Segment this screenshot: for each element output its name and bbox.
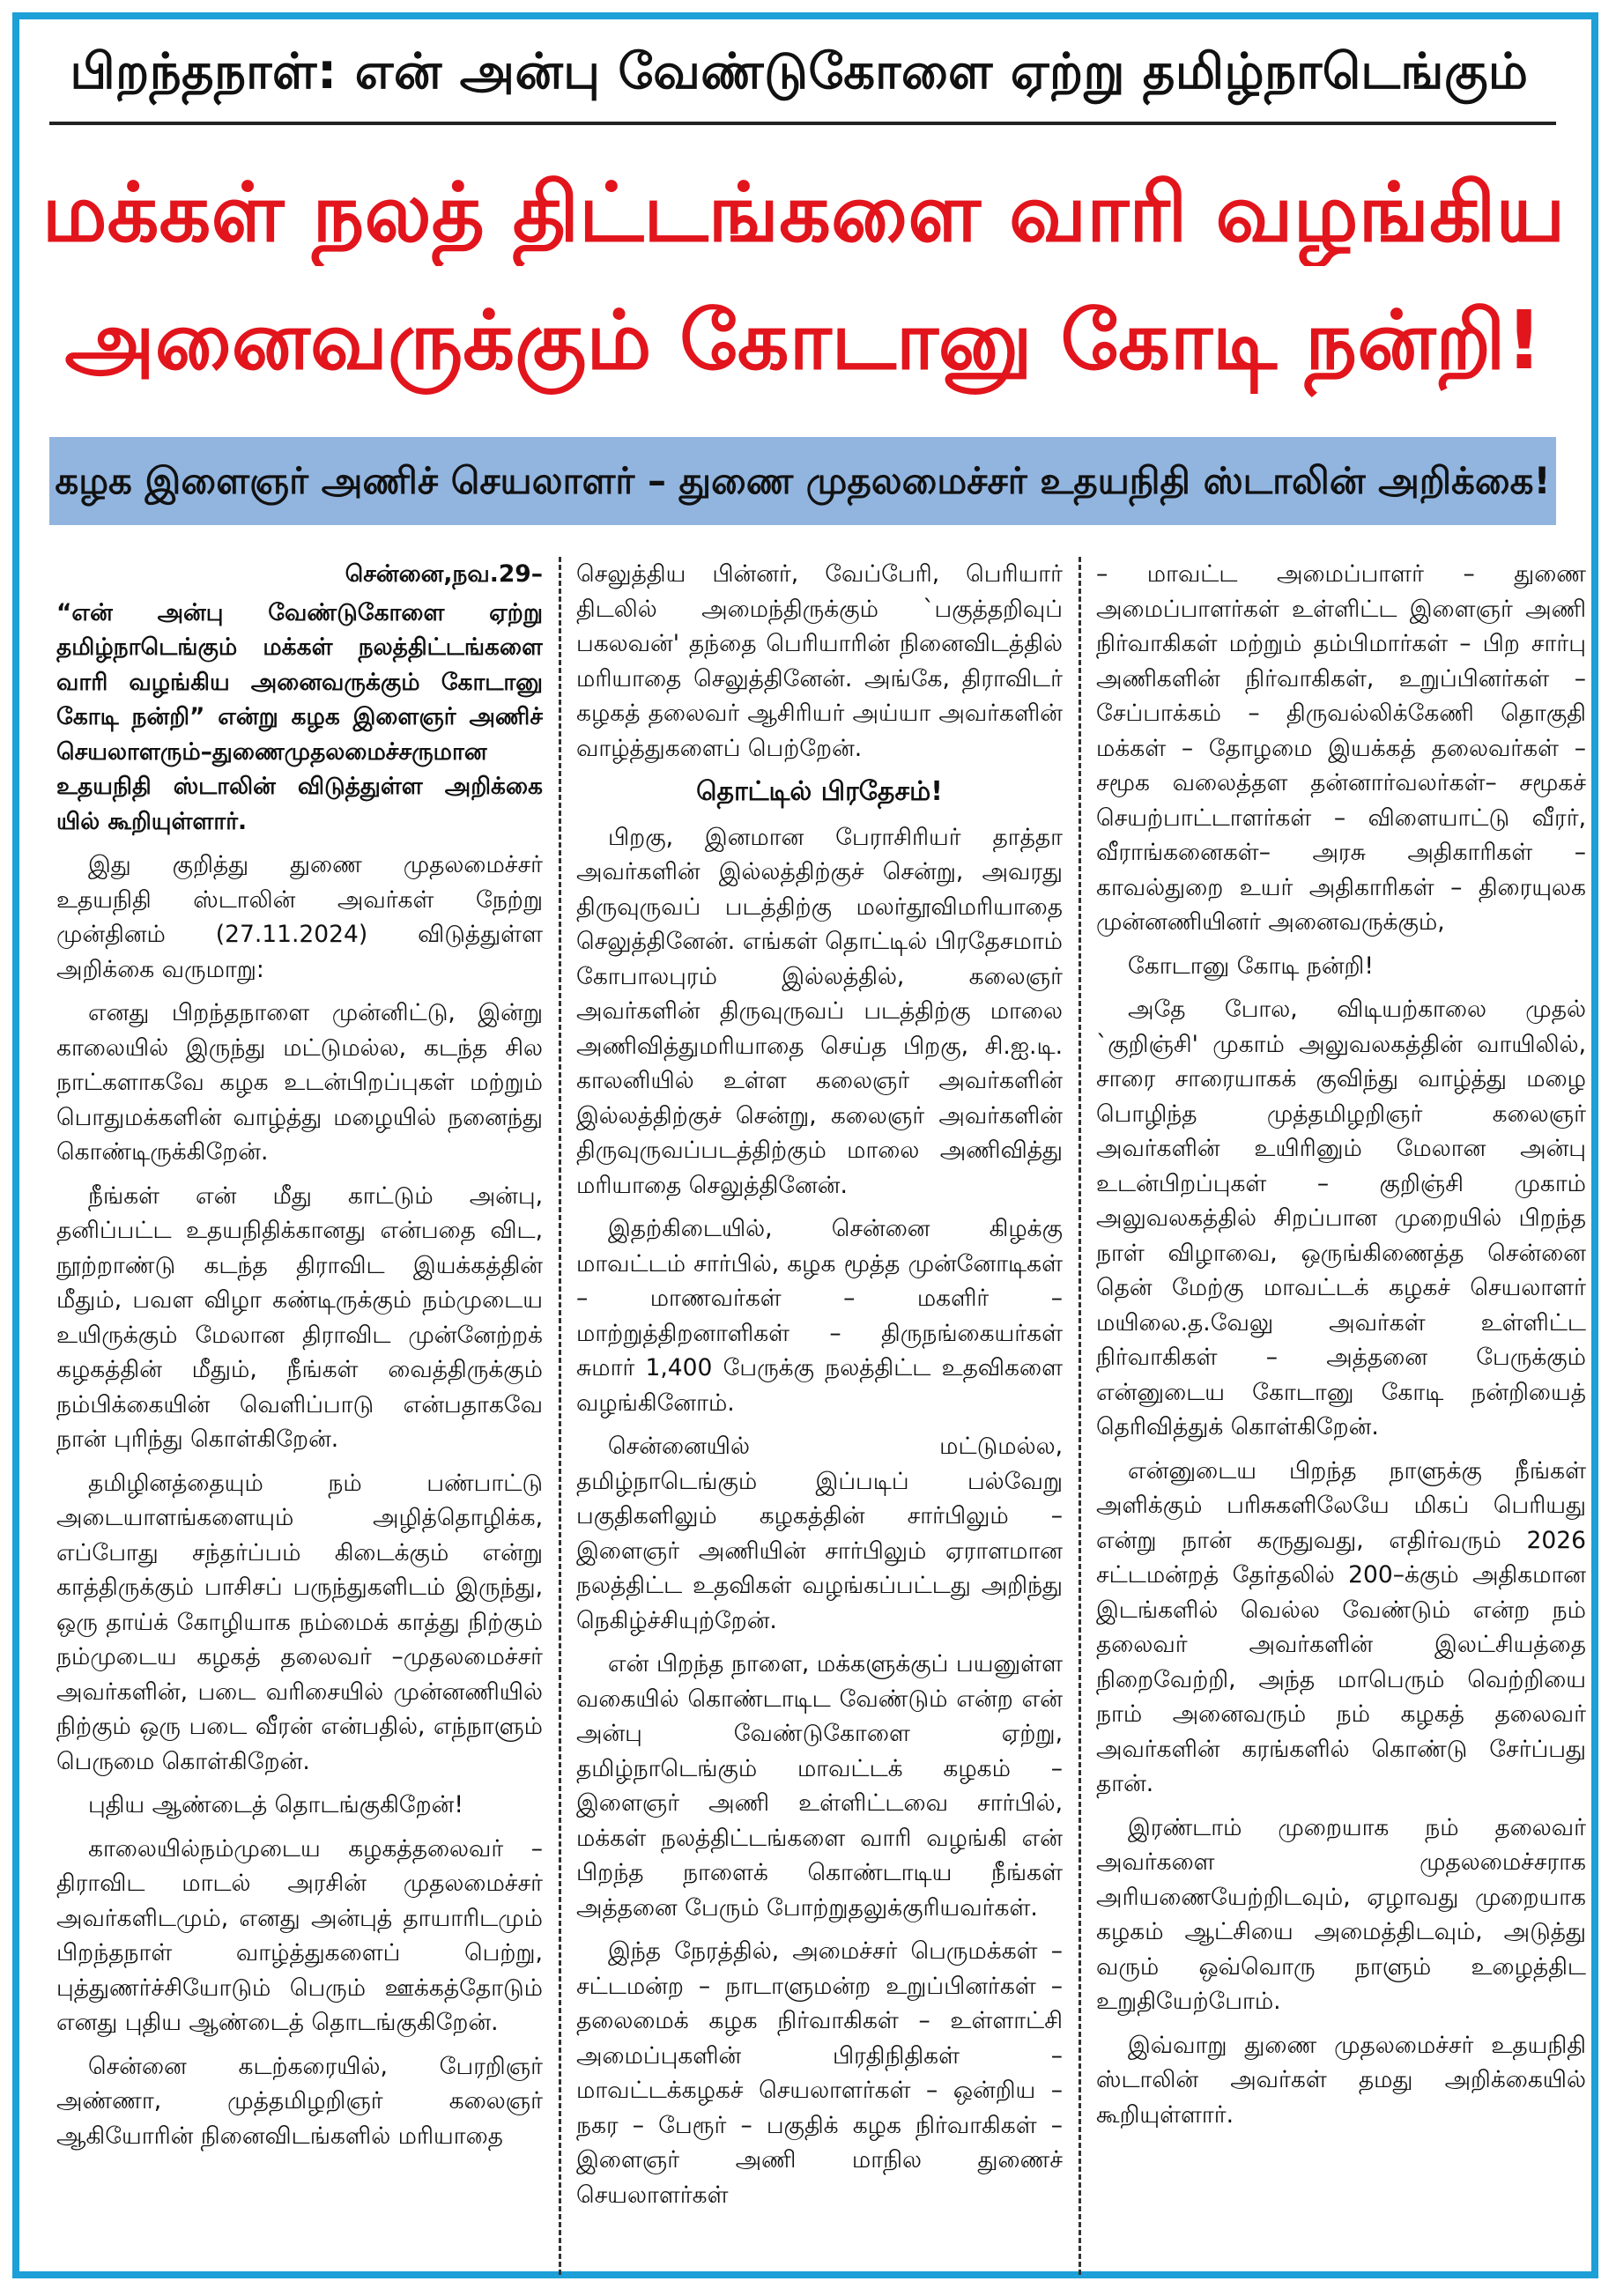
subhead-banner-text: கழக இளைஞர் அணிச் செயலாளர் – துணை முதலமைச்சர் உதயநிதி ஸ்டாலின் அறிக்கை! xyxy=(55,459,1551,502)
paragraph-callout: கோடானு கோடி நன்றி! xyxy=(1128,952,1374,980)
paragraph: இதற்கிடையில், சென்னை கிழக்கு மாவட்டம் சார்பில், கழக மூத்த முன்னோடிகள் – மாணவர்கள் – மகளிர் – மாற்றுத்திறனாளிகள் – திருநங்கையர்கள் சுமார் 1,400 பேருக்கு நலத்திட்ட உதவிகளை வழங்கினோம். xyxy=(576,1215,1063,1417)
paragraph: என்னுடைய பிறந்த நாளுக்கு நீங்கள் அளிக்கும் பரிசுகளிலேயே மிகப் பெரியது என்று நான் கருதுவது, எதிர்வரும் 2026 சட்டமன்றத் தேர்தலில் 200–க்கும் அதிகமான இடங்களில் வெல்ல வேண்டும் என்ற நம் தலைவர் அவர்களின் இலட்சியத்தை நிறைவேற்றி, அந்த மாபெரும் வெற்றியை நாம் அனைவரும் நம் கழகத் தலைவர் அவர்களின் கரங்களில் கொண்டு சேர்ப்பது தான். xyxy=(1096,1456,1586,1797)
paragraph: பிறகு, இனமான பேராசிரியர் தாத்தா அவர்களின் இல்லத்திற்குச் சென்று, அவரது திருவுருவப் படத்திற்கு மலர்தூவிமரியாதை செலுத்தினேன். எங்கள் தொட்டில் பிரதேசமாம் கோபாலபுரம் இல்லத்தில், கலைஞர் அவர்களின் திருவுருவப் படத்திற்கு மாலை அணிவித்துமரியாதை செய்த பிறகு, சி.ஐ.டி. காலனியில் உள்ள கலைஞர் அவர்களின் இல்லத்திற்குச் சென்று, கலைஞர் அவர்களின் திருவுருவப்படத்திற்கும் மாலை அணிவித்து மரியாதை செலுத்தினேன். xyxy=(576,823,1063,1199)
paragraph-callout: புதிய ஆண்டைத் தொடங்குகிறேன்! xyxy=(88,1791,463,1818)
paragraph: தமிழினத்தையும் நம் பண்பாட்டு அடையாளங்களையும் அழித்தொழிக்க, எப்போது சந்தர்ப்பம் கிடைக்கும் என்று காத்திருக்கும் பாசிசப் பருந்துகளிடம் இருந்து, ஒரு தாய்க் கோழியாக நம்மைக் காத்து நிற்கும் நம்முடைய கழகத் தலைவர் –முதலமைச்சர் அவர்களின், படை வரிசையில் முன்னணியில் நிற்கும் ஒரு படை வீரன் என்பதில், எந்நாளும் பெருமை கொள்கிறேன். xyxy=(56,1469,543,1775)
paragraph: அதே போல, விடியற்காலை முதல் `குறிஞ்சி' முகாம் அலுவலகத்தின் வாயிலில், சாரை சாரையாகக் குவிந்து வாழ்த்து மழை பொழிந்த முத்தமிழறிஞர் கலைஞர் அவர்களின் உயிரினும் மேலான அன்பு உடன்பிறப்புகள் – குறிஞ்சி முகாம் அலுவலகத்தில் சிறப்பான முறையில் பிறந்த நாள் விழாவை, ஒருங்கிணைத்த சென்னை தென் மேற்கு மாவட்டக் கழகச் செயலாளர் மயிலை.த.வேலு அவர்கள் உள்ளிட்ட நிர்வாகிகள் – அத்தனை பேருக்கும் என்னுடைய கோடானு கோடி நன்றியைத் தெரிவித்துக் கொள்கிறேன். xyxy=(1096,996,1586,1441)
paragraph: இரண்டாம் முறையாக நம் தலைவர் அவர்களை முதலமைச்சராக அரியணையேற்றிடவும், ஏழாவது முறையாக கழகம் ஆட்சியை அமைத்திடவும், அடுத்து வரும் ஒவ்வொரு நாளும் உழைத்திட உறுதியேற்போம். xyxy=(1096,1813,1586,2015)
headline-line-2: அனைவருக்கும் கோடானு கோடி நன்றி! xyxy=(64,293,1543,388)
article-column-3 xyxy=(1096,557,1586,2275)
paragraph: எனது பிறந்தநாளை முன்னிட்டு, இன்று காலையில் இருந்து மட்டுமல்ல, கடந்த சில நாட்களாகவே கழக உடன்பிறப்புகள் மற்றும் பொதுமக்களின் வாழ்த்து மழையில் நனைந்து கொண்டிருக்கிறேன். xyxy=(56,999,543,1166)
kicker-rule xyxy=(49,122,1556,125)
subhead-banner xyxy=(49,437,1556,525)
article-column-2 xyxy=(576,557,1063,2275)
paragraph: காலையில்நம்முடைய கழகத்தலைவர் – திராவிட மாடல் அரசின் முதலமைச்சர் அவர்களிடமும், எனது அன்புத் தாயாரிடமும் பிறந்தநாள் வாழ்த்துகளைப் பெற்று, புத்துணர்ச்சியோடும் பெரும் ஊக்கத்தோடும் எனது புதிய ஆண்டைத் தொடங்குகிறேன். xyxy=(56,1834,543,2036)
headline-line-1: மக்கள் நலத் திட்டங்களை வாரி வழங்கிய xyxy=(41,166,1566,260)
column-divider-1 xyxy=(559,557,561,2275)
lead-paragraph: “என் அன்பு வேண்டுகோளை ஏற்று தமிழ்நாடெங்கும் மக்கள் நலத்திட்டங்களை வாரி வழங்கிய அனைவருக்கும் கோடானு கோடி நன்றி” என்று கழக இளைஞர் அணிச் செயலாளரும்–துணைமுதலமைச்சருமான உதயநிதி ஸ்டாலின் விடுத்துள்ள அறிக்கை யில் கூறியுள்ளார். xyxy=(56,598,543,835)
paragraph: இந்த நேரத்தில், அமைச்சர் பெருமக்கள் – சட்டமன்ற – நாடாளுமன்ற உறுப்பினர்கள் – தலைமைக் கழக நிர்வாகிகள் – உள்ளாட்சி அமைப்புகளின் பிரதிநிதிகள் – மாவட்டக்கழகச் செயலாளர்கள் – ஒன்றிய – நகர – பேரூர் – பகுதிக் கழக நிர்வாகிகள் – இளைஞர் அணி மாநில துணைச் செயலாளர்கள் xyxy=(576,1937,1063,2209)
paragraph: இவ்வாறு துணை முதலமைச்சர் உதயநிதி ஸ்டாலின் அவர்கள் தமது அறிக்கையில் கூறியுள்ளார். xyxy=(1096,2031,1586,2129)
article-column-1 xyxy=(56,557,543,2275)
page-frame xyxy=(12,12,1598,2278)
paragraph: நீங்கள் என் மீது காட்டும் அன்பு, தனிப்பட்ட உதயநிதிக்கானது என்பதை விட, நூற்றாண்டு கடந்த திராவிட இயக்கத்தின் மீதும், பவள விழா கண்டிருக்கும் நம்முடைய உயிருக்கும் மேலான திராவிட முன்னேற்றக் கழகத்தின் மீதும், நீங்கள் வைத்திருக்கும் நம்பிக்கையின் வெளிப்பாடு என்பதாகவே நான் புரிந்து கொள்கிறேன். xyxy=(56,1181,543,1453)
paragraph: என் பிறந்த நாளை, மக்களுக்குப் பயனுள்ள வகையில் கொண்டாடிட வேண்டும் என்ற என் அன்பு வேண்டுகோளை ஏற்று, தமிழ்நாடெங்கும் மாவட்டக் கழகம் – இளைஞர் அணி உள்ளிட்டவை சார்பில், மக்கள் நலத்திட்டங்களை வாரி வழங்கி என் பிறந்த நாளைக் கொண்டாடிய நீங்கள் அத்தனை பேரும் போற்றுதலுக்குரியவர்கள். xyxy=(576,1650,1063,1922)
paragraph: – மாவட்ட அமைப்பாளர் – துணை அமைப்பாளர்கள் உள்ளிட்ட இளைஞர் அணி நிர்வாகிகள் மற்றும் தம்பிமார்கள் – பிற சார்பு அணிகளின் நிர்வாகிகள், உறுப்பினர்கள் – சேப்பாக்கம் – திருவல்லிக்கேணி தொகுதி மக்கள் – தோழமை இயக்கத் தலைவர்கள் – சமூக வலைத்தள தன்னார்வலர்கள்– சமூகச் செயற்பாட்டாளர்கள் – விளையாட்டு வீரர், வீராங்கனைகள்– அரசு அதிகாரிகள் – காவல்துறை உயர் அதிகாரிகள் – திரையுலக முன்னணியினர் அனைவருக்கும், xyxy=(1096,560,1586,936)
dateline: சென்னை,நவ.29– xyxy=(345,560,543,588)
section-subhead: தொட்டில் பிரதேசம்! xyxy=(696,776,943,807)
kicker-line: பிறந்தநாள்: என் அன்பு வேண்டுகோளை ஏற்று தமிழ்நாடெங்கும் xyxy=(70,43,1529,100)
paragraph: சென்னையில் மட்டுமல்ல, தமிழ்நாடெங்கும் இப்படிப் பல்வேறு பகுதிகளிலும் கழகத்தின் சார்பிலும் – இளைஞர் அணியின் சார்பிலும் ஏராளமான நலத்திட்ட உதவிகள் வழங்கப்பட்டது அறிந்து நெகிழ்ச்சியுற்றேன். xyxy=(576,1433,1063,1634)
paragraph: சென்னை கடற்கரையில், பேரறிஞர் அண்ணா, முத்தமிழறிஞர் கலைஞர் ஆகியோரின் நினைவிடங்களில் மரியாதை xyxy=(56,2052,543,2150)
paragraph: செலுத்திய பின்னர், வேப்பேரி, பெரியார் திடலில் அமைந்திருக்கும் `பகுத்தறிவுப் பகலவன்' தந்தை பெரியாரின் நினைவிடத்தில் மரியாதை செலுத்தினேன். அங்கே, திராவிடர் கழகத் தலைவர் ஆசிரியர் அய்யா அவர்களின் வாழ்த்துகளைப் பெற்றேன். xyxy=(576,560,1063,762)
column-divider-2 xyxy=(1079,557,1081,2275)
paragraph: இது குறித்து துணை முதலமைச்சர் உதயநிதி ஸ்டாலின் அவர்கள் நேற்று முன்தினம் (27.11.2024) விடுத்துள்ள அறிக்கை வருமாறு: xyxy=(56,851,543,983)
